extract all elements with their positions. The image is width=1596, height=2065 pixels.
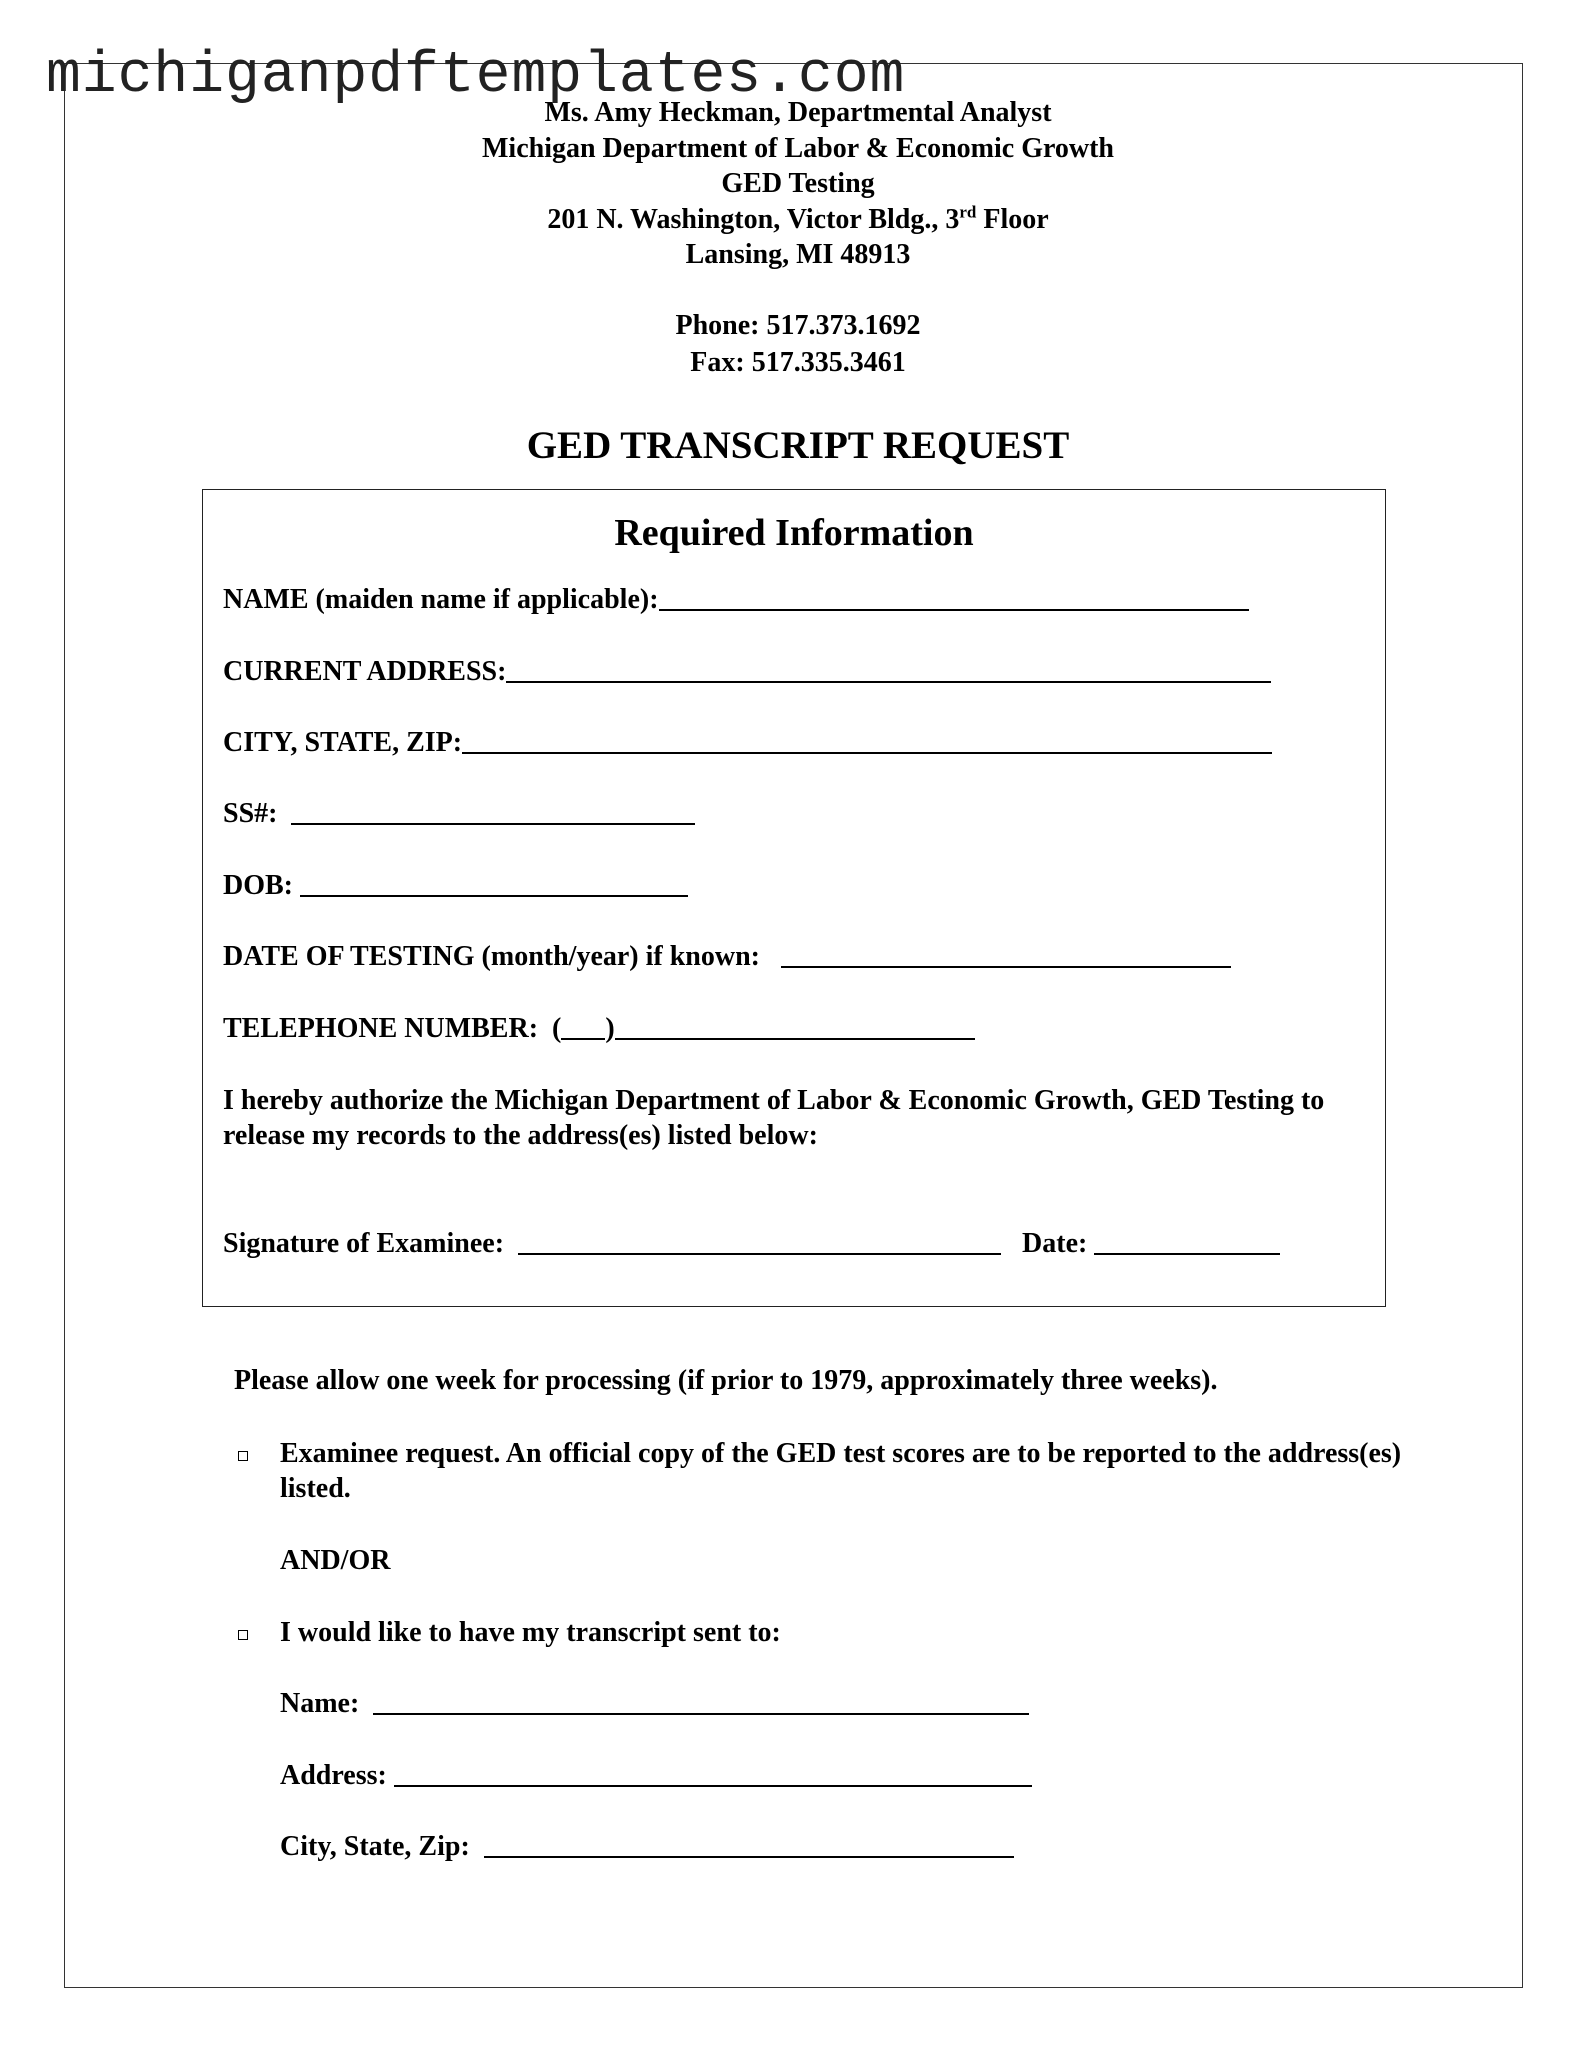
- recipient-city-row: [280, 1829, 1014, 1864]
- required-information-box: [202, 489, 1386, 1307]
- testing-date-row: [223, 940, 1231, 974]
- required-information-heading: Required Information: [614, 512, 974, 554]
- division-name: GED Testing: [721, 168, 875, 199]
- recipient-name-row: [280, 1686, 1029, 1721]
- signature-field[interactable]: [518, 1229, 1001, 1255]
- name-label: NAME (maiden name if applicable):: [223, 584, 659, 615]
- name-field[interactable]: [659, 585, 1249, 611]
- department-name: Michigan Department of Labor & Economic Growth: [481, 132, 1115, 164]
- recipient-address-field[interactable]: [394, 1761, 1032, 1787]
- name-row: [223, 583, 1249, 617]
- ssn-field[interactable]: [291, 799, 695, 825]
- examinee-request-text: Examinee request. An official copy of the GED test scores are to be reported to the address(es) listed.: [280, 1438, 1402, 1504]
- and-or-text: AND/OR: [280, 1545, 391, 1576]
- recipient-address-label: Address:: [280, 1760, 387, 1791]
- current-address-label: CURRENT ADDRESS:: [223, 656, 507, 687]
- street-address: 201 N. Washington, Victor Bldg., 3rd Floor: [547, 202, 1049, 235]
- phone-number: Phone: 517.373.1692: [675, 310, 921, 341]
- signature-date-field[interactable]: [1094, 1229, 1280, 1255]
- telephone-row: TELEPHONE NUMBER: ( ): [223, 1012, 975, 1046]
- dob-label: DOB:: [223, 870, 293, 901]
- signature-label: Signature of Examinee:: [223, 1228, 505, 1259]
- city-state-zip-field[interactable]: [462, 728, 1272, 754]
- dob-row: [223, 869, 688, 903]
- send-transcript-text: I would like to have my transcript sent to:: [280, 1617, 781, 1648]
- area-code-field[interactable]: [561, 1014, 605, 1040]
- current-address-row: [223, 655, 1271, 689]
- telephone-label: TELEPHONE NUMBER:: [223, 1013, 539, 1044]
- dob-field[interactable]: [300, 871, 688, 897]
- send-transcript-checkbox[interactable]: [238, 1630, 248, 1640]
- watermark: michiganpdftemplates.com: [46, 44, 906, 109]
- contact-name: Ms. Amy Heckman, Departmental Analyst: [544, 97, 1052, 128]
- letterhead: [0, 95, 1596, 273]
- recipient-address-row: [280, 1758, 1032, 1793]
- signature-row: [223, 1227, 1280, 1261]
- authorization-statement: I hereby authorize the Michigan Department of Labor & Economic Growth, GED Testing to release my records to the address(es) listed below:: [223, 1085, 1325, 1151]
- ssn-label: SS#:: [223, 798, 278, 829]
- telephone-field[interactable]: [615, 1014, 975, 1040]
- contact-numbers: [0, 307, 1596, 381]
- processing-note: Please allow one week for processing (if prior to 1979, approximately three weeks).: [234, 1365, 1218, 1396]
- recipient-name-label: Name:: [280, 1688, 360, 1719]
- fax-number: Fax: 517.335.3461: [690, 347, 906, 378]
- city-state-zip: Lansing, MI 48913: [685, 239, 911, 270]
- city-state-zip-row: [223, 726, 1272, 760]
- city-state-zip-label: CITY, STATE, ZIP:: [223, 727, 463, 758]
- recipient-city-label: City, State, Zip:: [280, 1831, 470, 1862]
- date-label: Date:: [1022, 1228, 1088, 1259]
- testing-date-field[interactable]: [781, 942, 1231, 968]
- current-address-field[interactable]: [506, 657, 1271, 683]
- examinee-request-checkbox[interactable]: [238, 1451, 248, 1461]
- testing-date-label: DATE OF TESTING (month/year) if known:: [223, 941, 760, 972]
- recipient-city-field[interactable]: [484, 1832, 1014, 1858]
- recipient-name-field[interactable]: [373, 1689, 1029, 1715]
- ssn-row: [223, 797, 695, 831]
- form-title: GED TRANSCRIPT REQUEST: [526, 424, 1070, 467]
